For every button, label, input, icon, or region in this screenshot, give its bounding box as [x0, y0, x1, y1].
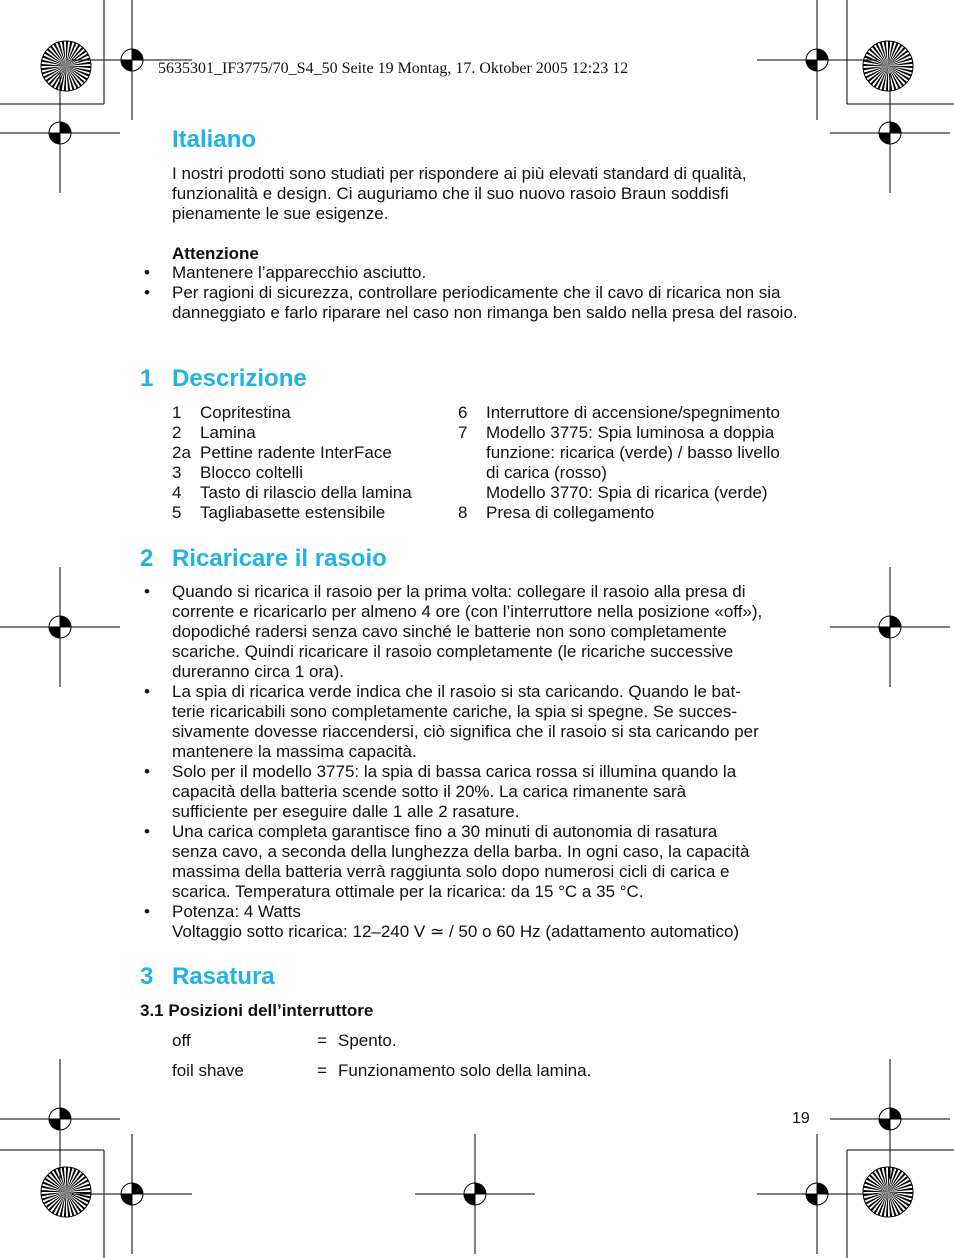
list-item-continuation [172, 922, 822, 942]
list-item-text: Mantenere l’apparecchio asciutto. [172, 263, 427, 282]
list-item [144, 902, 822, 922]
list-item [458, 463, 828, 483]
item-label: funzione: ricarica (verde) / basso livello [486, 443, 780, 462]
item-number: 7 [458, 423, 468, 442]
item-label: di carica (rosso) [486, 463, 607, 482]
bullet: • [144, 682, 150, 701]
list-item-continuation [172, 742, 822, 762]
item-label: Tagliabasette estensibile [200, 503, 386, 522]
description-list-right [458, 403, 828, 523]
list-item-text: terie ricaricabili sono completamente cariche, la spia si spegne. Se succes- [172, 702, 738, 721]
item-number: 2a [172, 443, 191, 462]
list-item [144, 682, 822, 702]
item-number: 5 [172, 503, 182, 522]
list-item-text: capacità della batteria scende sotto il 20%. La carica rimanente sarà [172, 782, 687, 801]
list-item [144, 822, 822, 842]
item-label: Lamina [200, 423, 256, 442]
item-number: 8 [458, 503, 468, 522]
position-value: Funzionamento solo della lamina. [338, 1061, 592, 1080]
list-item-text: sufficiente per eseguire dalle 1 alle 2 rasature. [172, 802, 520, 821]
section-title-text: Ricaricare il rasoio [172, 545, 387, 572]
section-title-text: Rasatura [172, 963, 275, 990]
registration-mark [0, 567, 120, 687]
registration-mark [415, 1134, 535, 1254]
list-item [172, 423, 452, 443]
list-item: • Per ragioni di sicurezza, controllare periodicamente che il cavo di ricarica non sia danneggiato e farlo riparare nel caso non rimanga ben saldo nella presa del rasoio. [144, 283, 798, 322]
sunburst-target [862, 40, 914, 92]
list-item [172, 483, 452, 503]
list-item-continuation [172, 662, 822, 682]
item-label: Presa di collegamento [486, 503, 655, 522]
list-item [458, 483, 828, 503]
list-item-text: Voltaggio sotto ricarica: 12–240 V ≃ / 50 o 60 Hz (adattamento automatico) [172, 922, 740, 941]
list-item-continuation [172, 862, 822, 882]
subheading-switch-positions: 3.1 Posizioni dell’interruttore [140, 1001, 374, 1020]
bullet: • [144, 762, 150, 781]
list-item-text: dureranno circa 1 ora). [172, 662, 344, 681]
item-number: 1 [172, 403, 182, 422]
attention-heading: Attenzione [172, 244, 259, 263]
position-row [172, 1061, 244, 1081]
section-number: 1 [140, 365, 154, 392]
list-item-text: Solo per il modello 3775: la spia di bassa carica rossa si illumina quando la [172, 762, 737, 781]
sunburst-target [40, 40, 92, 92]
page-number: 19 [792, 1110, 810, 1127]
list-item-text: sivamente dovesse riaccendersi, ciò significa che il rasoio si sta caricando per [172, 722, 759, 741]
position-key: off [172, 1031, 191, 1050]
bullet: • [144, 822, 150, 841]
section-number: 2 [140, 545, 154, 572]
registration-mark [830, 567, 950, 687]
item-label: Pettine radente InterFace [200, 443, 392, 462]
item-label: Modello 3770: Spia di ricarica (verde) [486, 483, 768, 502]
list-item-continuation [172, 622, 822, 642]
item-label: Blocco coltelli [200, 463, 303, 482]
list-item-text: corrente e ricaricarlo per almeno 4 ore (con l’interruttore nella posizione «off»), [172, 602, 763, 621]
intro-paragraph: I nostri prodotti sono studiati per rispondere ai più elevati standard di qualità, funzionalità e design. Ci auguriamo che il suo nuovo rasoio Braun soddisfi pienamente le sue esigenze. [172, 164, 747, 223]
position-value: Spento. [338, 1031, 397, 1050]
list-item-text: Potenza: 4 Watts [172, 902, 301, 921]
section-title-descrizione [140, 365, 307, 393]
list-item [458, 423, 828, 443]
list-item-text: scarica. Temperatura ottimale per la ricarica: da 15 °C a 35 °C. [172, 882, 644, 901]
sunburst-target [862, 1166, 914, 1218]
item-label: Tasto di rilascio della lamina [200, 483, 412, 502]
item-number: 4 [172, 483, 182, 502]
list-item-text: La spia di ricarica verde indica che il rasoio si sta caricando. Quando le bat- [172, 682, 741, 701]
list-item-text: Quando si ricarica il rasoio per la prima volta: collegare il rasoio alla presa di [172, 582, 746, 601]
item-label: Copritestina [200, 403, 291, 422]
item-label: Interruttore di accensione/spegnimento [486, 403, 780, 422]
section-title-ricaricare [140, 545, 387, 573]
list-item-text: mantenere la massima capacità. [172, 742, 417, 761]
list-item-continuation [172, 802, 822, 822]
attention-list [144, 263, 822, 323]
position-eq: = [317, 1061, 327, 1080]
list-item [172, 463, 452, 483]
list-item [144, 762, 822, 782]
section-number: 3 [140, 963, 154, 990]
list-item [172, 443, 452, 463]
item-label: Modello 3775: Spia luminosa a doppia [486, 423, 775, 442]
list-item [458, 503, 828, 523]
list-item-text: massima della batteria verrà raggiunta solo dopo numerosi cicli di carica e [172, 862, 730, 881]
list-item-text: scariche. Quindi ricaricare il rasoio completamente (le ricariche successive [172, 642, 734, 661]
list-item-continuation [172, 702, 822, 722]
position-key: foil shave [172, 1061, 244, 1080]
list-item: • Mantenere l’apparecchio asciutto. [144, 263, 427, 282]
list-item-continuation [172, 602, 822, 622]
list-item [144, 582, 822, 602]
list-item-continuation [172, 782, 822, 802]
list-item-continuation [172, 722, 822, 742]
position-eq: = [317, 1031, 327, 1050]
section-title-text: Descrizione [172, 365, 307, 392]
print-header: 5635301_IF3775/70_S4_50 Seite 19 Montag, 17. Oktober 2005 12:23 12 [158, 60, 629, 77]
list-item-continuation [172, 882, 822, 902]
description-list-left [172, 403, 452, 523]
position-row [172, 1031, 191, 1051]
list-item [172, 403, 452, 423]
list-item [172, 503, 452, 523]
bullet: • [144, 902, 150, 921]
item-number: 6 [458, 403, 468, 422]
list-item-text: dopodiché radersi senza cavo sinché le batterie non sono completamente [172, 622, 727, 641]
section-title-rasatura [140, 963, 275, 991]
list-item-text: Per ragioni di sicurezza, controllare periodicamente che il cavo di ricarica non sia danneggiato e farlo riparare nel caso non rimanga ben saldo nella presa del rasoio. [172, 283, 798, 322]
list-item-continuation [172, 842, 822, 862]
item-number: 3 [172, 463, 182, 482]
list-item-text: senza cavo, a seconda della lunghezza della barba. In ogni caso, la capacità [172, 842, 750, 861]
bullet: • [144, 582, 150, 601]
section-title-italiano: Italiano [172, 126, 257, 153]
list-item [458, 443, 828, 463]
item-number: 2 [172, 423, 182, 442]
sunburst-target [40, 1166, 92, 1218]
list-item [458, 403, 828, 423]
list-item-text: Una carica completa garantisce fino a 30 minuti di autonomia di rasatura [172, 822, 718, 841]
list-item-continuation [172, 642, 822, 662]
charging-list [144, 582, 822, 942]
registration-mark [757, 1134, 877, 1254]
